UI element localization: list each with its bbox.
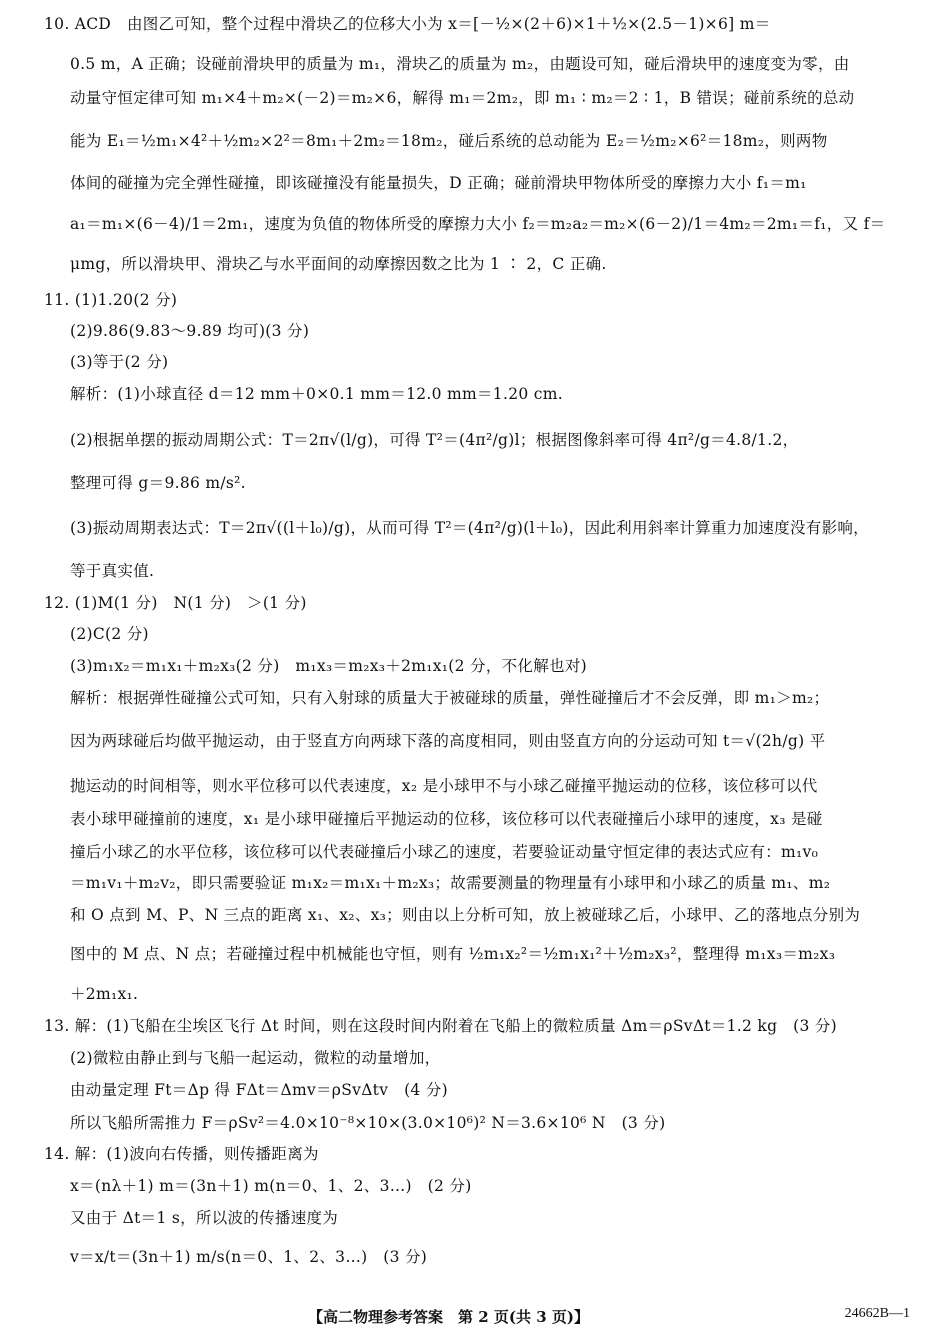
text-line: 和 O 点到 M、P、N 三点的距离 x₁、x₂、x₃；则由以上分析可知，放上被碰球乙后，小球甲、乙的落地点分别为 [70, 906, 861, 924]
text-line: (3)m₁x₂＝m₁x₁＋m₂x₃(2 分) m₁x₃＝m₂x₃＋2m₁x₁(2 分，不化解也对) [70, 657, 587, 675]
text-line: 动量守恒定律可知 m₁×4＋m₂×(－2)＝m₂×6，解得 m₁＝2m₂，即 m₁ ∶ m₂＝2 ∶ 1，B 错误；碰前系统的总动 [70, 89, 855, 107]
text-line: (3)振动周期表达式：T＝2π√((l＋l₀)/g)，从而可得 T²＝(4π²/g)(l＋l₀)，因此利用斜率计算重力加速度没有影响， [70, 519, 869, 537]
text-line: 能为 E₁＝½m₁×4²＋½m₂×2²＝8m₁＋2m₂＝18m₂，碰后系统的总动能为 E₂＝½m₂×6²＝18m₂，则两物 [70, 132, 828, 150]
text-line: μmg，所以滑块甲、滑块乙与水平面间的动摩擦因数之比为 1 ∶ 2，C 正确. [70, 255, 607, 273]
text-line: (2)微粒由静止到与飞船一起运动，微粒的动量增加， [70, 1049, 441, 1067]
text-line: 解析：(1)小球直径 d＝12 mm＋0×0.1 mm＝12.0 mm＝1.20 cm. [70, 385, 563, 403]
text-line: 整理可得 g＝9.86 m/s². [70, 474, 246, 492]
text-line: (2)根据单摆的振动周期公式：T＝2π√(l/g)，可得 T²＝(4π²/g)l；根据图像斜率可得 4π²/g＝4.8/1.2， [70, 431, 799, 449]
text-line: x＝(nλ＋1) m＝(3n＋1) m(n＝0、1、2、3…) (2 分) [70, 1177, 472, 1195]
text-line: 0.5 m，A 正确；设碰前滑块甲的质量为 m₁，滑块乙的质量为 m₂，由题设可知，碰后滑块甲的速度变为零，由 [70, 55, 850, 73]
text-line: 抛运动的时间相等，则水平位移可以代表速度，x₂ 是小球甲不与小球乙碰撞平抛运动的位移，该位移可以代 [70, 777, 818, 795]
text-line: 又由于 Δt＝1 s，所以波的传播速度为 [70, 1209, 339, 1227]
text-line: ＋2m₁x₁. [70, 985, 139, 1003]
text-line: 图中的 M 点、N 点；若碰撞过程中机械能也守恒，则有 ½m₁x₂²＝½m₁x₁²＋½m₂x₃²，整理得 m₁x₃＝m₂x₃ [70, 945, 836, 963]
text-line: a₁＝m₁×(6－4)/1＝2m₁，速度为负值的物体所受的摩擦力大小 f₂＝m₂a₂＝m₂×(6－2)/1＝4m₂＝2m₁＝f₁，又 f＝ [70, 215, 886, 233]
page-footer: 【高二物理参考答案 第 2 页(共 3 页)】 [308, 1308, 589, 1326]
text-line: 10. ACD 由图乙可知，整个过程中滑块乙的位移大小为 x＝[－½×(2＋6)×1＋½×(2.5－1)×6] m＝ [44, 15, 771, 33]
text-line: 解析：根据弹性碰撞公式可知，只有入射球的质量大于被碰球的质量，弹性碰撞后才不会反弹，即 m₁＞m₂； [70, 689, 830, 707]
text-line: v＝x/t＝(3n＋1) m/s(n＝0、1、2、3…) (3 分) [70, 1248, 428, 1266]
text-line: (3)等于(2 分) [70, 353, 169, 371]
text-line: 表小球甲碰撞前的速度，x₁ 是小球甲碰撞后平抛运动的位移，该位移可以代表碰撞后小球甲的速度，x₃ 是碰 [70, 810, 823, 828]
text-line: 14. 解：(1)波向右传播，则传播距离为 [44, 1145, 319, 1163]
text-line: 所以飞船所需推力 F＝ρSv²＝4.0×10⁻⁸×10×(3.0×10⁶)² N＝3.6×10⁶ N (3 分) [70, 1114, 666, 1132]
text-line: 因为两球碰后均做平抛运动，由于竖直方向两球下落的高度相同，则由竖直方向的分运动可知 t＝√(2h/g) 平 [70, 732, 826, 750]
text-line: ＝m₁v₁＋m₂v₂，即只需要验证 m₁x₂＝m₁x₁＋m₂x₃；故需要测量的物理量有小球甲和小球乙的质量 m₁、m₂ [70, 874, 831, 892]
text-line: 12. (1)M(1 分) N(1 分) ＞(1 分) [44, 594, 307, 612]
text-line: 体间的碰撞为完全弹性碰撞，即该碰撞没有能量损失，D 正确；碰前滑块甲物体所受的摩擦力大小 f₁＝m₁ [70, 174, 807, 192]
text-line: 等于真实值. [70, 562, 155, 580]
text-line: 11. (1)1.20(2 分) [44, 291, 178, 309]
text-line: 由动量定理 Ft＝Δp 得 FΔt＝Δmv＝ρSvΔtv (4 分) [70, 1081, 448, 1099]
text-line: 撞后小球乙的水平位移，该位移可以代表碰撞后小球乙的速度，若要验证动量守恒定律的表达式应有：m₁v₀ [70, 843, 819, 861]
text-line: (2)C(2 分) [70, 625, 149, 643]
document-code: 24662B—1 [844, 1306, 910, 1321]
text-line: (2)9.86(9.83～9.89 均可)(3 分) [70, 322, 310, 340]
text-line: 13. 解：(1)飞船在尘埃区飞行 Δt 时间，则在这段时间内附着在飞船上的微粒质量 Δm＝ρSvΔt＝1.2 kg (3 分) [44, 1017, 838, 1035]
